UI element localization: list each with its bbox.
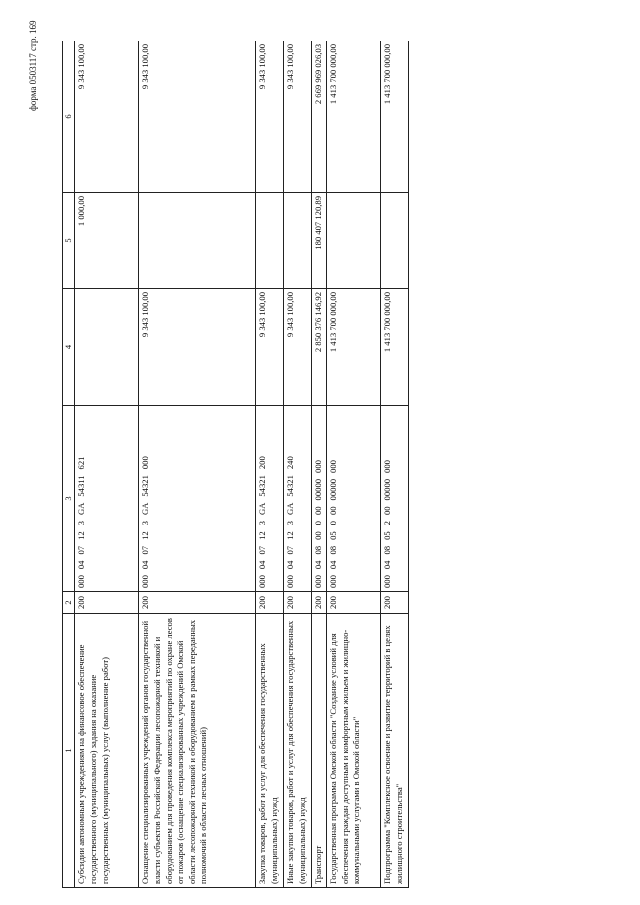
form-page-label: форма 0503117 стр. 169 — [28, 20, 38, 111]
approved-amount: 2 850 376 146,92 — [312, 289, 327, 406]
line-code: 200 — [381, 592, 409, 614]
column-header: 6 — [63, 41, 75, 193]
approved-amount: 9 343 100,00 — [284, 289, 312, 406]
unexecuted-amount: 9 343 100,00 — [284, 41, 312, 193]
unexecuted-amount: 9 343 100,00 — [75, 41, 139, 193]
row-name: Транспорт — [312, 614, 327, 888]
budget-classification-code: 00004080500000000000 — [327, 406, 381, 592]
line-code: 200 — [139, 592, 256, 614]
line-code: 200 — [75, 592, 139, 614]
approved-amount: 1 413 700 000,00 — [327, 289, 381, 406]
row-name: Закупка товаров, работ и услуг для обеспечения государственных (муниципальных) нужд — [256, 614, 284, 888]
row-name: Государственная программа Омской области "Создание условий для обеспечения граждан доступным и комфортным жильем и жилищно-коммунальными услугами в Омской области" — [327, 614, 381, 888]
executed-amount — [256, 193, 284, 289]
table-row — [75, 41, 139, 888]
row-name: Подпрограмма "Комплексное освоение и развитие территорий в целях жилищного строительства" — [381, 614, 409, 888]
row-name: Субсидии автономным учреждениям на финансовое обеспечение государственного (муниципального) задания на оказание государственных (муниципальных) услуг (выполнение работ) — [75, 614, 139, 888]
unexecuted-amount: 1 413 700 000,00 — [381, 41, 409, 193]
executed-amount — [284, 193, 312, 289]
column-number-header-row — [63, 41, 75, 888]
column-header: 2 — [63, 592, 75, 614]
rotated-page-area — [62, 41, 443, 888]
approved-amount: 1 413 700 000,00 — [381, 289, 409, 406]
approved-amount: 9 343 100,00 — [139, 289, 256, 406]
budget-classification-code: 00004080520000000000 — [381, 406, 409, 592]
budget-classification-code: 0000407123GA54311621 — [75, 406, 139, 592]
executed-amount — [327, 193, 381, 289]
row-name: Иные закупки товаров, работ и услуг для обеспечения государственных (муниципальных) нужд — [284, 614, 312, 888]
executed-amount: 1 000,00 — [75, 193, 139, 289]
table-row — [381, 41, 409, 888]
line-code: 200 — [327, 592, 381, 614]
budget-classification-code: 0000407123GA54321240 — [284, 406, 312, 592]
budget-classification-code: 00004080000000000000 — [312, 406, 327, 592]
column-header: 4 — [63, 289, 75, 406]
executed-amount — [381, 193, 409, 289]
unexecuted-amount: 9 343 100,00 — [256, 41, 284, 193]
unexecuted-amount: 2 669 969 026,03 — [312, 41, 327, 193]
executed-amount — [139, 193, 256, 289]
column-header: 5 — [63, 193, 75, 289]
table-row — [256, 41, 284, 888]
line-code: 200 — [284, 592, 312, 614]
line-code: 200 — [256, 592, 284, 614]
column-header: 1 — [63, 614, 75, 888]
unexecuted-amount: 9 343 100,00 — [139, 41, 256, 193]
line-code: 200 — [312, 592, 327, 614]
budget-classification-code: 0000407123GA54321200 — [256, 406, 284, 592]
approved-amount — [75, 289, 139, 406]
column-header: 3 — [63, 406, 75, 592]
unexecuted-amount: 1 413 700 000,00 — [327, 41, 381, 193]
budget-expenditure-table — [62, 41, 409, 888]
budget-classification-code: 0000407123GA54321000 — [139, 406, 256, 592]
table-row — [327, 41, 381, 888]
row-name: Оснащение специализированных учреждений органов государственной власти субъектов Российской Федерации лесопожарной техникой и оборудованием для проведения комплекса мероприятий по охране лесов от пожаров (оснащение специализированных учреждений Омской области лесопожарной техникой и оборудованием в рамках переданных полномочий в области лесных отношений) — [139, 614, 256, 888]
table-row — [284, 41, 312, 888]
rotated-table-container — [62, 41, 443, 888]
approved-amount: 9 343 100,00 — [256, 289, 284, 406]
table-row — [312, 41, 327, 888]
executed-amount: 180 407 120,89 — [312, 193, 327, 289]
table-row — [139, 41, 256, 888]
